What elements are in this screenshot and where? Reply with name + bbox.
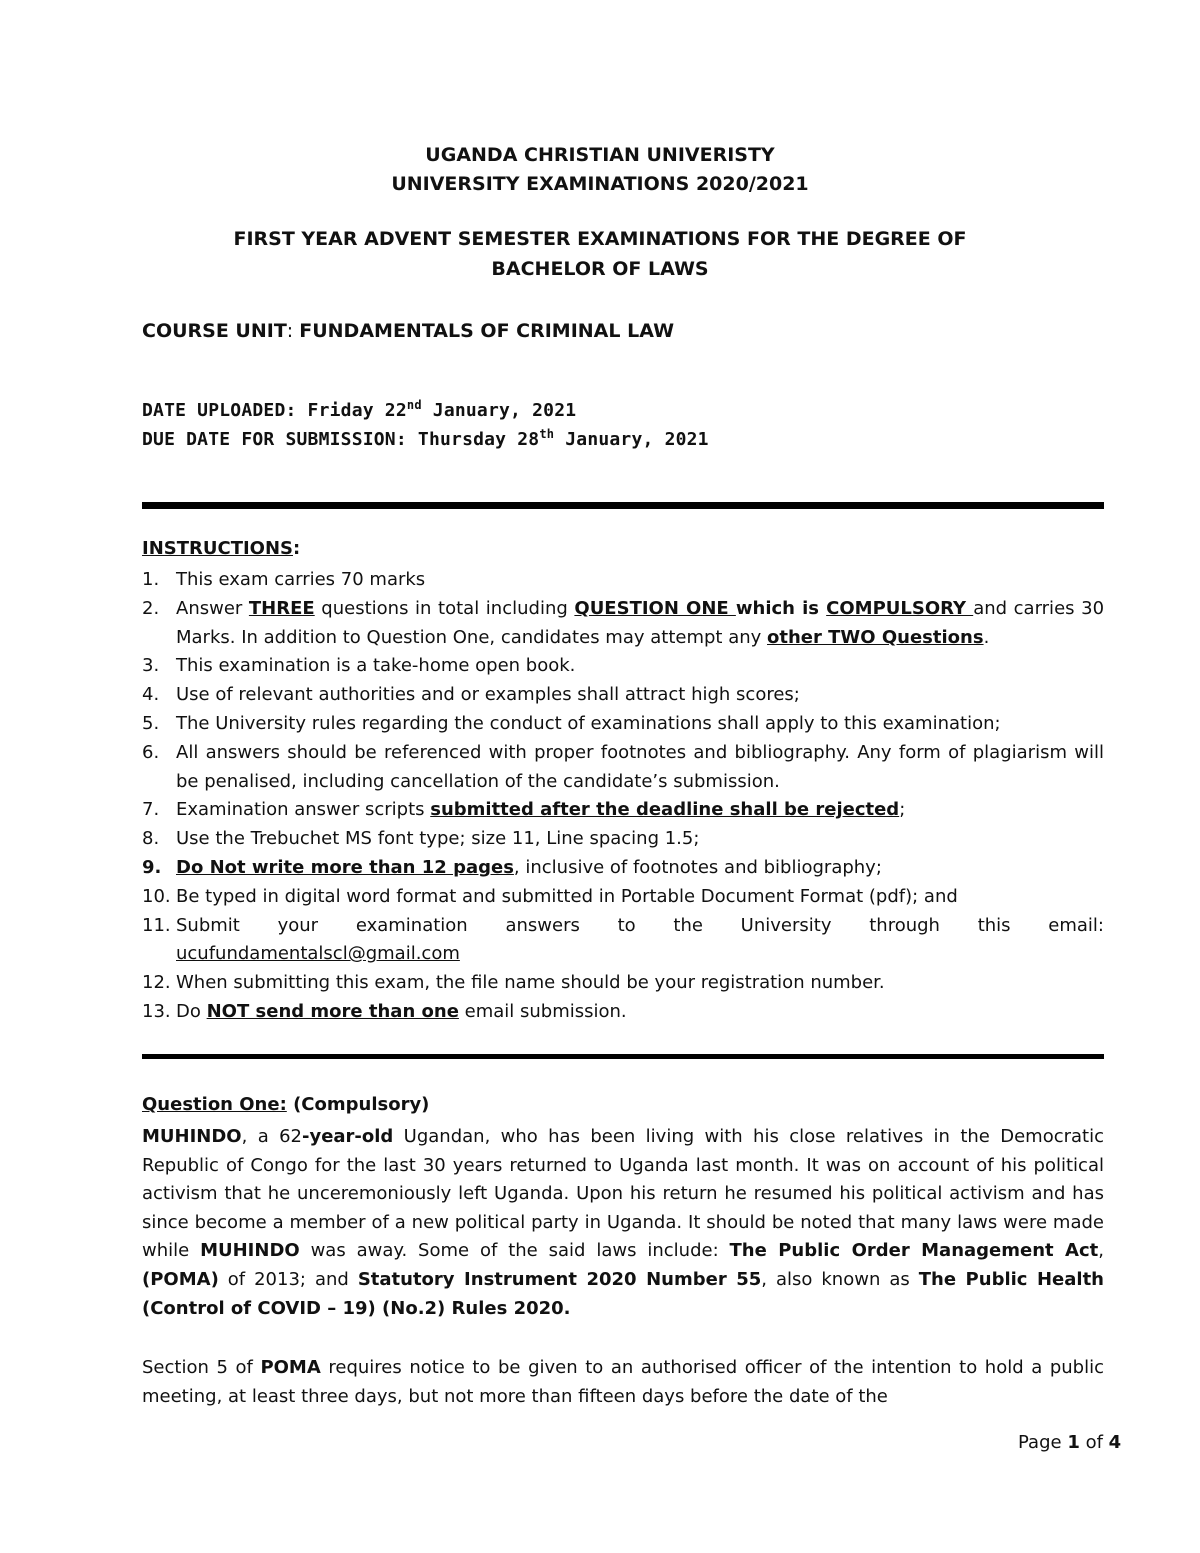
list-item: 3. This examination is a take-home open book.: [142, 655, 576, 677]
due-date: DUE DATE FOR SUBMISSION: Thursday 28th January, 2021: [142, 427, 709, 450]
university-name: UGANDA CHRISTIAN UNIVERISTY: [425, 144, 775, 166]
list-item: 8. Use the Trebuchet MS font type; size 11, Line spacing 1.5;: [142, 828, 700, 850]
exam-session: UNIVERSITY EXAMINATIONS 2020/2021: [391, 173, 809, 195]
list-item: 10. Be typed in digital word format and submitted in Portable Document Format (pdf); and: [142, 885, 958, 907]
list-item: 12. When submitting this exam, the file name should be your registration number.: [142, 972, 885, 994]
list-item: 4. Use of relevant authorities and or examples shall attract high scores;: [142, 684, 800, 706]
instructions-list: [142, 566, 1104, 1027]
question-one-paragraph-2: Section 5 of POMA requires notice to be given to an authorised officer of the intention to hold a public meeting, at least three days, but not more than fifteen days before the date of the: [142, 1357, 1104, 1407]
list-item: 7. Examination answer scripts submitted after the deadline shall be rejected;: [142, 799, 906, 821]
submission-email-link[interactable]: ucufundamentalscl@gmail.com: [176, 943, 460, 965]
section-divider: [142, 1054, 1104, 1059]
list-item: 6. All answers should be referenced with proper footnotes and bibliography. Any form of plagiarism will be penalised, including cancellation of the candidate’s submission.: [142, 741, 1104, 792]
date-uploaded: DATE UPLOADED: Friday 22nd January, 2021: [142, 398, 577, 421]
instructions-heading: INSTRUCTIONS:: [142, 538, 301, 559]
page-number: Page 1 of 4: [1018, 1432, 1122, 1453]
exam-title-line1: FIRST YEAR ADVENT SEMESTER EXAMINATIONS FOR THE DEGREE OF: [233, 228, 967, 250]
list-item: 5. The University rules regarding the conduct of examinations shall apply to this examination;: [142, 712, 1001, 734]
list-item: 9. Do Not write more than 12 pages, inclusive of footnotes and bibliography;: [142, 856, 882, 878]
course-unit-name: FUNDAMENTALS OF CRIMINAL LAW: [299, 320, 675, 342]
list-item: 11. Submit your examination answers to the University through this email: ucufundamentalscl@gmail.com: [142, 914, 1104, 965]
course-unit-label: COURSE UNIT: [142, 320, 287, 342]
question-one-paragraph-1: MUHINDO, a 62-year-old Ugandan, who has been living with his close relatives in the Democratic Republic of Congo for the last 30 years returned to Uganda last month. It was on account of his political activism that he unceremoniously left Uganda. Upon his return he resumed his political activism and has since become a member of a new political party in Uganda. It should be noted that many laws were made while MUHINDO was away. Some of the said laws include: The Public Order Management Act, (POMA) of 2013; and Statutory Instrument 2020 Number 55, also known as The Public Health (Control of COVID – 19) (No.2) Rules 2020.: [142, 1126, 1104, 1319]
course-unit: COURSE UNIT: FUNDAMENTALS OF CRIMINAL LAW: [142, 320, 675, 342]
exam-title-line2: BACHELOR OF LAWS: [491, 258, 709, 280]
list-item: 1. This exam carries 70 marks: [142, 569, 426, 590]
section-divider: [142, 502, 1104, 509]
question-one-heading: Question One: (Compulsory): [142, 1094, 430, 1115]
list-item: 13. Do NOT send more than one email submission.: [142, 1000, 627, 1022]
list-item: 2. Answer THREE questions in total including QUESTION ONE which is COMPULSORY and carries 30 Marks. In addition to Question One, candidates may attempt any other TWO Questions.: [142, 597, 1105, 648]
